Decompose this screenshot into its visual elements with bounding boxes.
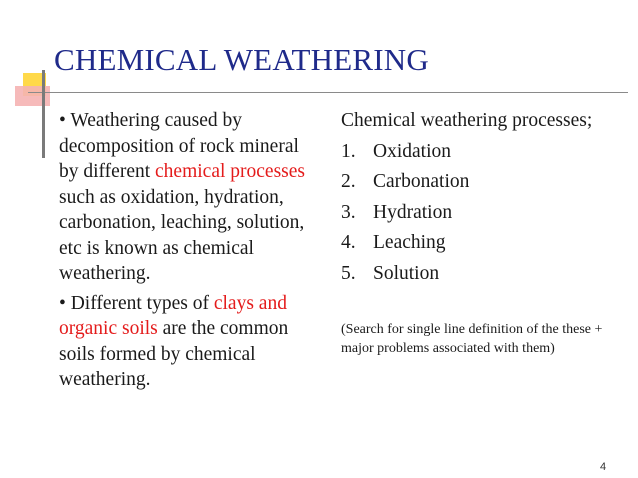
highlight-text: clays	[213, 292, 254, 314]
list-item: 1. Oxidation	[341, 140, 451, 162]
list-item: 2. Carbonation	[341, 171, 470, 192]
list-item: 3. Hydration	[341, 201, 453, 223]
left-text-column	[59, 108, 314, 393]
highlight-text: chemical processes	[155, 161, 306, 182]
right-text-column	[341, 106, 631, 289]
decorative-vertical-line	[42, 70, 45, 158]
title-underline	[28, 92, 628, 93]
bullet-paragraph-1: • Weathering caused by decomposition of rock mineral by different chemical processes such as oxidation, hydration, carbonation, leaching, solution, etc is known as chemical weathering.	[59, 110, 306, 284]
slide-title: CHEMICAL WEATHERING	[54, 42, 429, 77]
process-list-intro: Chemical weathering processes;	[341, 110, 593, 131]
search-note: (Search for single line definition of the these + major problems associated with them)	[341, 322, 603, 356]
bullet-paragraph-2: • Different types of clays and organic soils are the common soils formed by chemical weathering.	[59, 292, 289, 390]
list-item: 5. Solution	[341, 262, 440, 284]
page-number: 4	[600, 461, 607, 473]
highlight-text: and organic soils	[59, 292, 287, 339]
process-list	[341, 137, 631, 290]
list-item: 4. Leaching	[341, 232, 446, 253]
